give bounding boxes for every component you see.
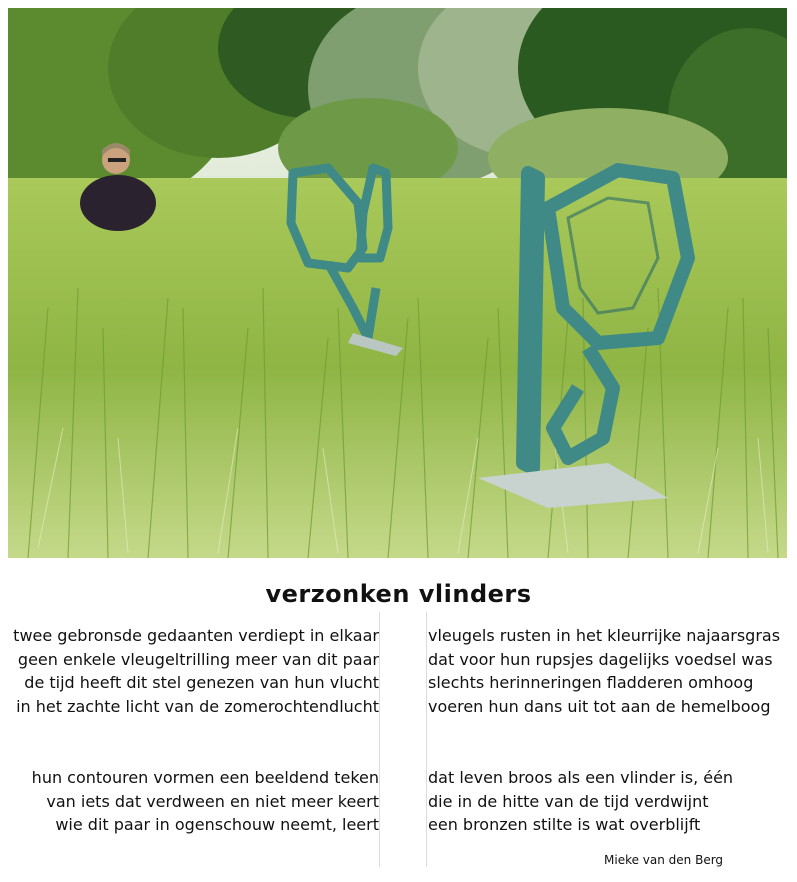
column-divider-left [379, 612, 380, 867]
poem-line: van iets dat verdween en niet meer keert [46, 791, 379, 811]
poem-line: een bronzen stilte is wat overblijft [428, 815, 701, 834]
sculpture-photo [8, 8, 787, 558]
right-column-stanza-2 [428, 766, 733, 837]
poem-line: de tijd heeft dit stel genezen van hun vlucht [24, 673, 379, 692]
poem-line: twee gebronsde gedaanten verdiept in elkaar [13, 626, 379, 645]
poem-line: slechts herinneringen fladderen omhoog [428, 673, 754, 692]
meadow-scene [8, 8, 787, 558]
poem-line: vleugels rusten in het kleurrijke najaarsgras [428, 626, 781, 645]
poem-line: dat leven broos als een vlinder is, één [428, 768, 734, 787]
grass-field [8, 178, 787, 558]
right-column-stanza-1 [428, 624, 780, 718]
poem-line: hun contouren vormen een beeldend teken [31, 768, 379, 787]
poem-line: voeren hun dans uit tot aan de hemelboog [428, 696, 771, 716]
column-divider-right [426, 612, 427, 867]
poem-line: wie dit paar in ogenschouw neemt, leert [55, 815, 379, 834]
left-column-stanza-2 [32, 766, 379, 837]
author-signature: Mieke van den Berg [604, 853, 724, 867]
poem-line: dat voor hun rupsjes dagelijks voedsel was [428, 649, 773, 669]
poem-line: in het zachte licht van de zomerochtendlucht [16, 696, 379, 716]
poem-line: geen enkele vleugeltrilling meer van dit paar [17, 649, 379, 669]
poem-line: die in de hitte van de tijd verdwijnt [428, 791, 709, 811]
poem-title: verzonken vlinders [265, 580, 532, 608]
left-column-stanza-1 [13, 624, 379, 718]
